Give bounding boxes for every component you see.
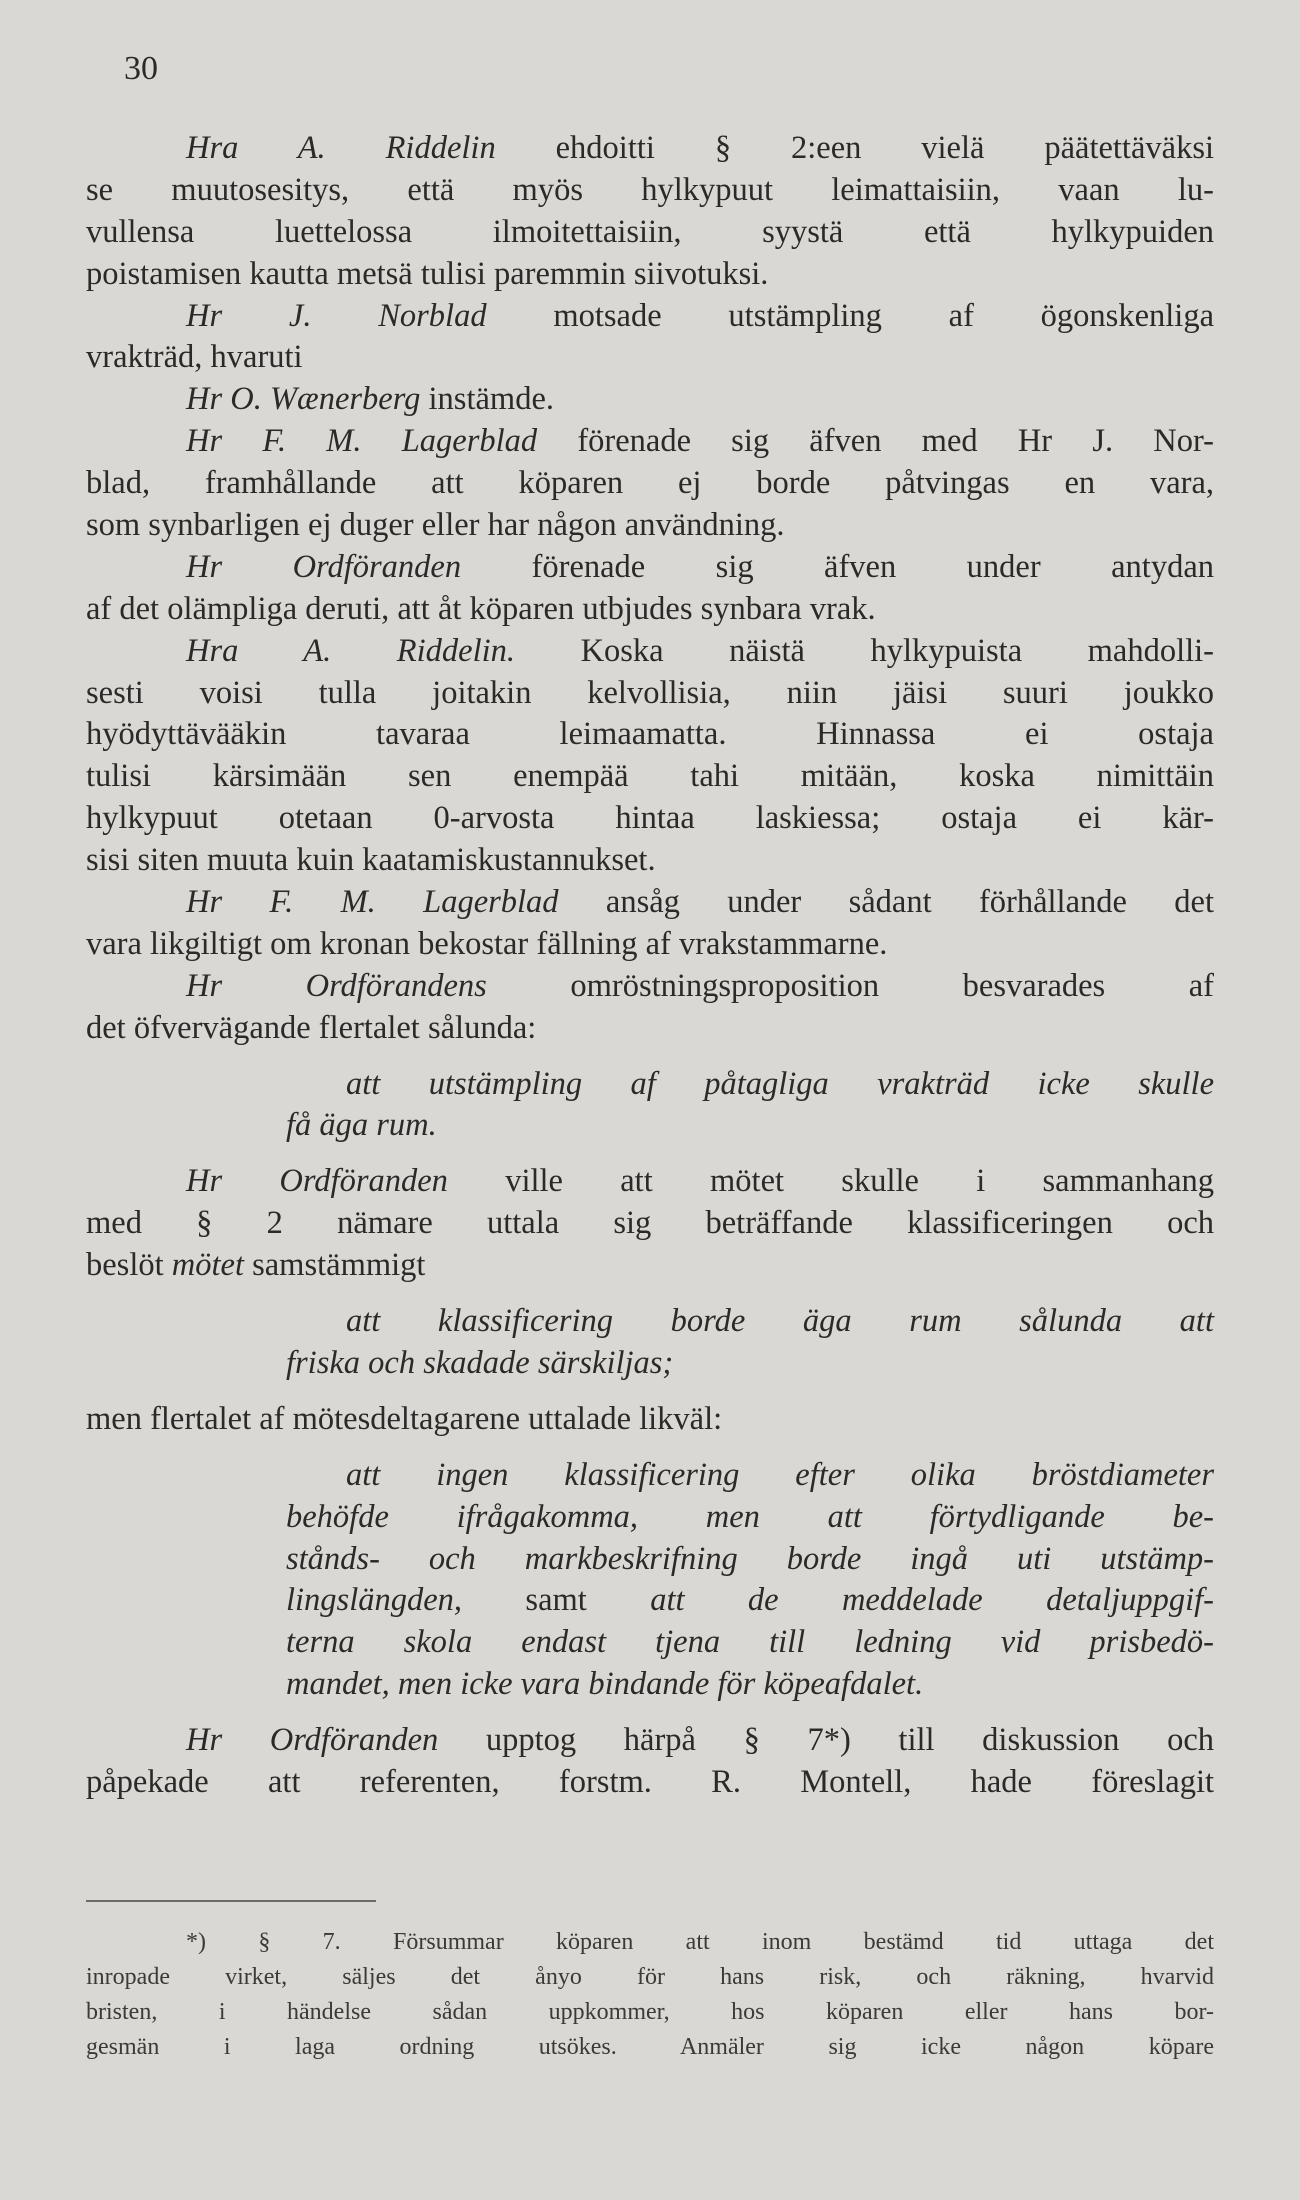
text-line — [86, 1301, 1214, 1343]
line-gap — [86, 1050, 1214, 1064]
text-line — [86, 673, 1214, 715]
text-line — [86, 1343, 1214, 1385]
text-line — [86, 1539, 1214, 1581]
text-run: Koska näistä hylkypuista mahdolli- — [515, 632, 1214, 669]
italic-run: Hr Ordföranden — [186, 1163, 448, 1200]
text-run: poistamisen kautta metsä tulisi paremmin siivotuksi. — [86, 255, 769, 292]
text-line — [86, 756, 1214, 798]
text-run: hylkypuut otetaan 0-arvosta hintaa laskiessa; ostaja ei kär- — [86, 800, 1214, 837]
text-run: instämde. — [420, 381, 554, 418]
text-line — [86, 714, 1214, 756]
text-line — [86, 1245, 1214, 1287]
text-run: hyödyttävääkin tavaraa leimaamatta. Hinnassa ei ostaja — [86, 716, 1214, 753]
text-line — [86, 1497, 1214, 1539]
text-line — [86, 1161, 1214, 1203]
line-gap — [86, 1706, 1214, 1720]
text-line — [86, 1580, 1214, 1622]
text-run: beslöt — [86, 1247, 172, 1284]
text-line — [86, 1455, 1214, 1497]
italic-run: Hr F. M. Lagerblad — [186, 423, 538, 460]
text-run: förenade sig äfven med Hr J. Nor- — [537, 423, 1214, 460]
italic-run: behöfde ifrågakomma, men att förtydligande be- — [286, 1498, 1214, 1535]
italic-run: Hr J. Norblad — [186, 297, 487, 334]
italic-run: friska och skadade särskiljas; — [286, 1344, 674, 1381]
italic-run: terna skola endast tjena till ledning vid prisbedö- — [286, 1624, 1214, 1661]
text-line — [86, 212, 1214, 254]
text-run: sisi siten muuta kuin kaatamiskustannukset. — [86, 842, 656, 879]
text-run: vara likgiltigt om kronan bekostar fällning af vrakstammarne. — [86, 925, 888, 962]
text-line — [86, 1399, 1214, 1441]
italic-run: att de meddelade detaljuppgif- — [650, 1582, 1215, 1619]
text-line — [86, 1664, 1214, 1706]
text-run: samt — [462, 1582, 651, 1619]
text-line — [86, 589, 1214, 631]
text-run: se muutosesitys, että myös hylkypuut leimattaisiin, vaan lu- — [86, 171, 1214, 208]
text-run: förenade sig äfven under antydan — [461, 548, 1214, 585]
line-gap — [86, 1441, 1214, 1455]
text-run: blad, framhållande att köparen ej borde påtvingas en vara, — [86, 465, 1214, 502]
text-line — [86, 379, 1214, 421]
text-line — [86, 840, 1214, 882]
line-gap — [86, 1385, 1214, 1399]
page-number: 30 — [124, 50, 158, 87]
text-run: det öfvervägande flertalet sålunda: — [86, 1009, 537, 1046]
text-run: vullensa luettelossa ilmoitettaisiin, syystä että hylkypuiden — [86, 213, 1214, 250]
line-gap — [86, 1147, 1214, 1161]
text-run: vrakträd, hvaruti — [86, 339, 303, 376]
italic-run: mötet — [171, 1247, 244, 1284]
footnote-line: bristen, i händelse sådan uppkommer, hos köparen eller hans bor- — [86, 1999, 1214, 2025]
text-line — [86, 631, 1214, 673]
italic-run: Hr Ordförandens — [186, 967, 487, 1004]
line-gap — [86, 1287, 1214, 1301]
text-line — [86, 505, 1214, 547]
text-run: påpekade att referenten, forstm. R. Montell, hade föreslagit — [86, 1763, 1214, 1800]
text-line — [86, 924, 1214, 966]
italic-run: mandet, men icke vara bindande för köpeafdalet. — [286, 1666, 924, 1703]
text-line — [86, 1203, 1214, 1245]
text-run: med § 2 nämare uttala sig beträffande klassificeringen och — [86, 1205, 1214, 1242]
text-run: af det olämpliga deruti, att åt köparen utbjudes synbara vrak. — [86, 590, 876, 627]
text-line — [86, 1064, 1214, 1106]
text-line — [86, 547, 1214, 589]
italic-run: att klassificering borde äga rum sålunda att — [346, 1303, 1214, 1340]
text-line — [86, 337, 1214, 379]
text-line — [86, 882, 1214, 924]
body-text — [86, 128, 1214, 1804]
text-line — [86, 1762, 1214, 1804]
text-line — [86, 1008, 1214, 1050]
text-line — [86, 966, 1214, 1008]
text-run: motsade utstämpling af ögonskenliga — [486, 297, 1214, 334]
text-line — [86, 170, 1214, 212]
text-line — [86, 296, 1214, 338]
text-line — [86, 128, 1214, 170]
text-run: samstämmigt — [243, 1247, 426, 1284]
text-line — [86, 1105, 1214, 1147]
footnote-line: inropade virket, säljes det ånyo för hans risk, och räkning, hvarvid — [86, 1964, 1214, 1990]
text-run: omröstningsproposition besvarades af — [486, 967, 1214, 1004]
text-run: upptog härpå § 7*) till diskussion och — [438, 1722, 1214, 1759]
text-line — [86, 254, 1214, 296]
text-line — [86, 1720, 1214, 1762]
footnote — [86, 1925, 1214, 2065]
text-run: ehdoitti § 2:een vielä päätettäväksi — [495, 130, 1214, 166]
italic-run: Hr O. Wænerberg — [186, 381, 421, 418]
italic-run: Hra A. Riddelin — [186, 130, 496, 166]
italic-run: att ingen klassificering efter olika bröstdiameter — [346, 1456, 1214, 1493]
italic-run: Hr Ordföranden — [186, 548, 462, 585]
text-run: tulisi kärsimään sen enempää tahi mitään, koska nimittäin — [86, 758, 1214, 795]
text-line — [86, 798, 1214, 840]
italic-run: lingslängden, — [286, 1582, 463, 1619]
italic-run: Hr Ordföranden — [186, 1722, 439, 1759]
italic-run: Hr F. M. Lagerblad — [186, 884, 559, 921]
italic-run: att utstämpling af påtagliga vrakträd icke skulle — [346, 1065, 1214, 1102]
text-line — [86, 463, 1214, 505]
text-line — [86, 1622, 1214, 1664]
footnote-rule — [86, 1900, 376, 1902]
footnote-line: gesmän i laga ordning utsökes. Anmäler sig icke någon köpare — [86, 2034, 1214, 2060]
text-run: ville att mötet skulle i sammanhang — [447, 1163, 1215, 1200]
italic-run: få äga rum. — [286, 1107, 437, 1144]
text-run: men flertalet af mötesdeltagarene uttalade likväl: — [86, 1400, 723, 1437]
text-line — [86, 421, 1214, 463]
text-run: som synbarligen ej duger eller har någon användning. — [86, 507, 785, 544]
text-run: ansåg under sådant förhållande det — [558, 884, 1214, 921]
text-run: sesti voisi tulla joitakin kelvollisia, niin jäisi suuri joukko — [86, 674, 1214, 711]
footnote-line: *) § 7. Försummar köparen att inom bestämd tid uttaga det — [186, 1929, 1214, 1955]
italic-run: stånds- och markbeskrifning borde ingå uti utstämp- — [286, 1540, 1214, 1577]
italic-run: Hra A. Riddelin. — [186, 632, 516, 669]
